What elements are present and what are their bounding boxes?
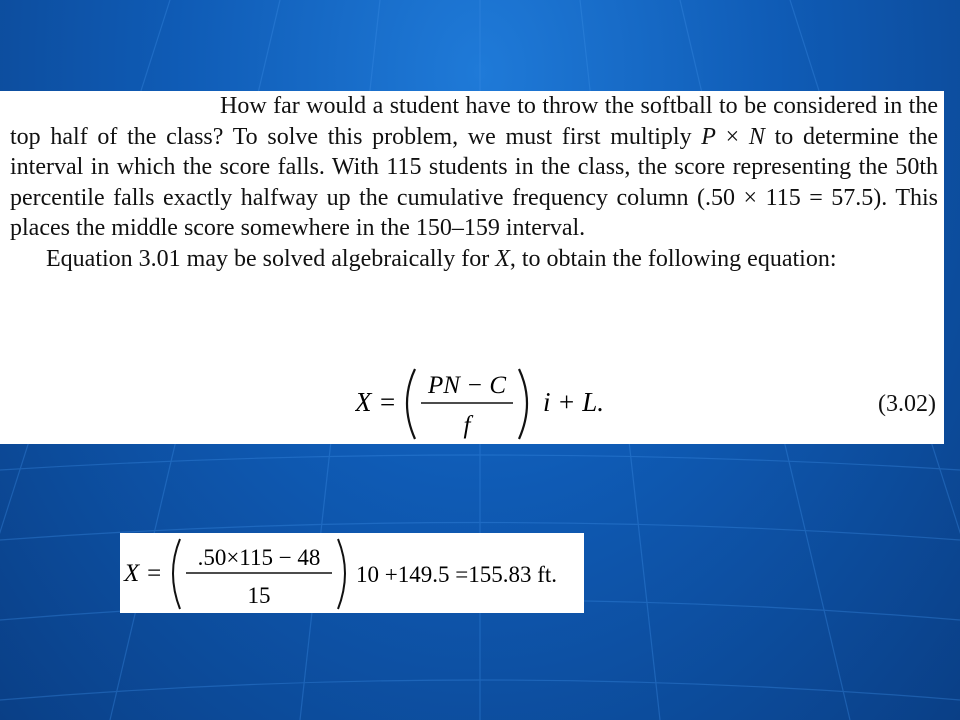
equation-rhs: i + L.: [543, 387, 604, 417]
equation-3-02: [355, 363, 655, 443]
equation-numerator: PN − C: [428, 372, 506, 399]
paragraph-1-part-b: to determine the interval in which the score falls. With 115 students in the class, the score representing the 50th percentile falls exactly halfway up the cumulative frequency column (.50 × 115 = 57.5). This places the middle score somewhere in the 150–159 interval.: [10, 123, 938, 241]
worked-lhs: X =: [124, 560, 163, 587]
variable-x: X: [495, 245, 510, 272]
worked-rhs: 10 +149.5 =155.83 ft.: [356, 562, 557, 587]
paragraph-1-part-a: How far would a student have to throw the softball to be considered in the top half of the class? To solve this problem, we must first multiply: [10, 93, 938, 150]
excerpt-text: [10, 91, 938, 274]
paragraph-1: [10, 91, 938, 244]
worked-right-paren: [338, 539, 345, 609]
textbook-excerpt: [0, 91, 944, 444]
worked-numerator: .50×115 − 48: [197, 545, 321, 570]
worked-denominator: 15: [247, 583, 271, 608]
equation-lhs: X =: [355, 387, 397, 417]
variable-n: N: [748, 123, 765, 150]
variable-p: P: [701, 123, 716, 150]
paragraph-2-part-a: Equation 3.01 may be solved algebraically for: [46, 245, 496, 272]
worked-equation: [120, 533, 584, 613]
left-paren: [407, 369, 415, 439]
paragraph-2-part-b: , to obtain the following equation:: [509, 245, 837, 272]
paragraph-2: [10, 244, 938, 275]
times-sign: ×: [715, 123, 749, 150]
right-paren: [519, 369, 527, 439]
equation-number: (3.02): [878, 391, 936, 417]
equation-denominator: f: [463, 412, 471, 439]
worked-example: [120, 533, 584, 613]
worked-left-paren: [173, 539, 180, 609]
